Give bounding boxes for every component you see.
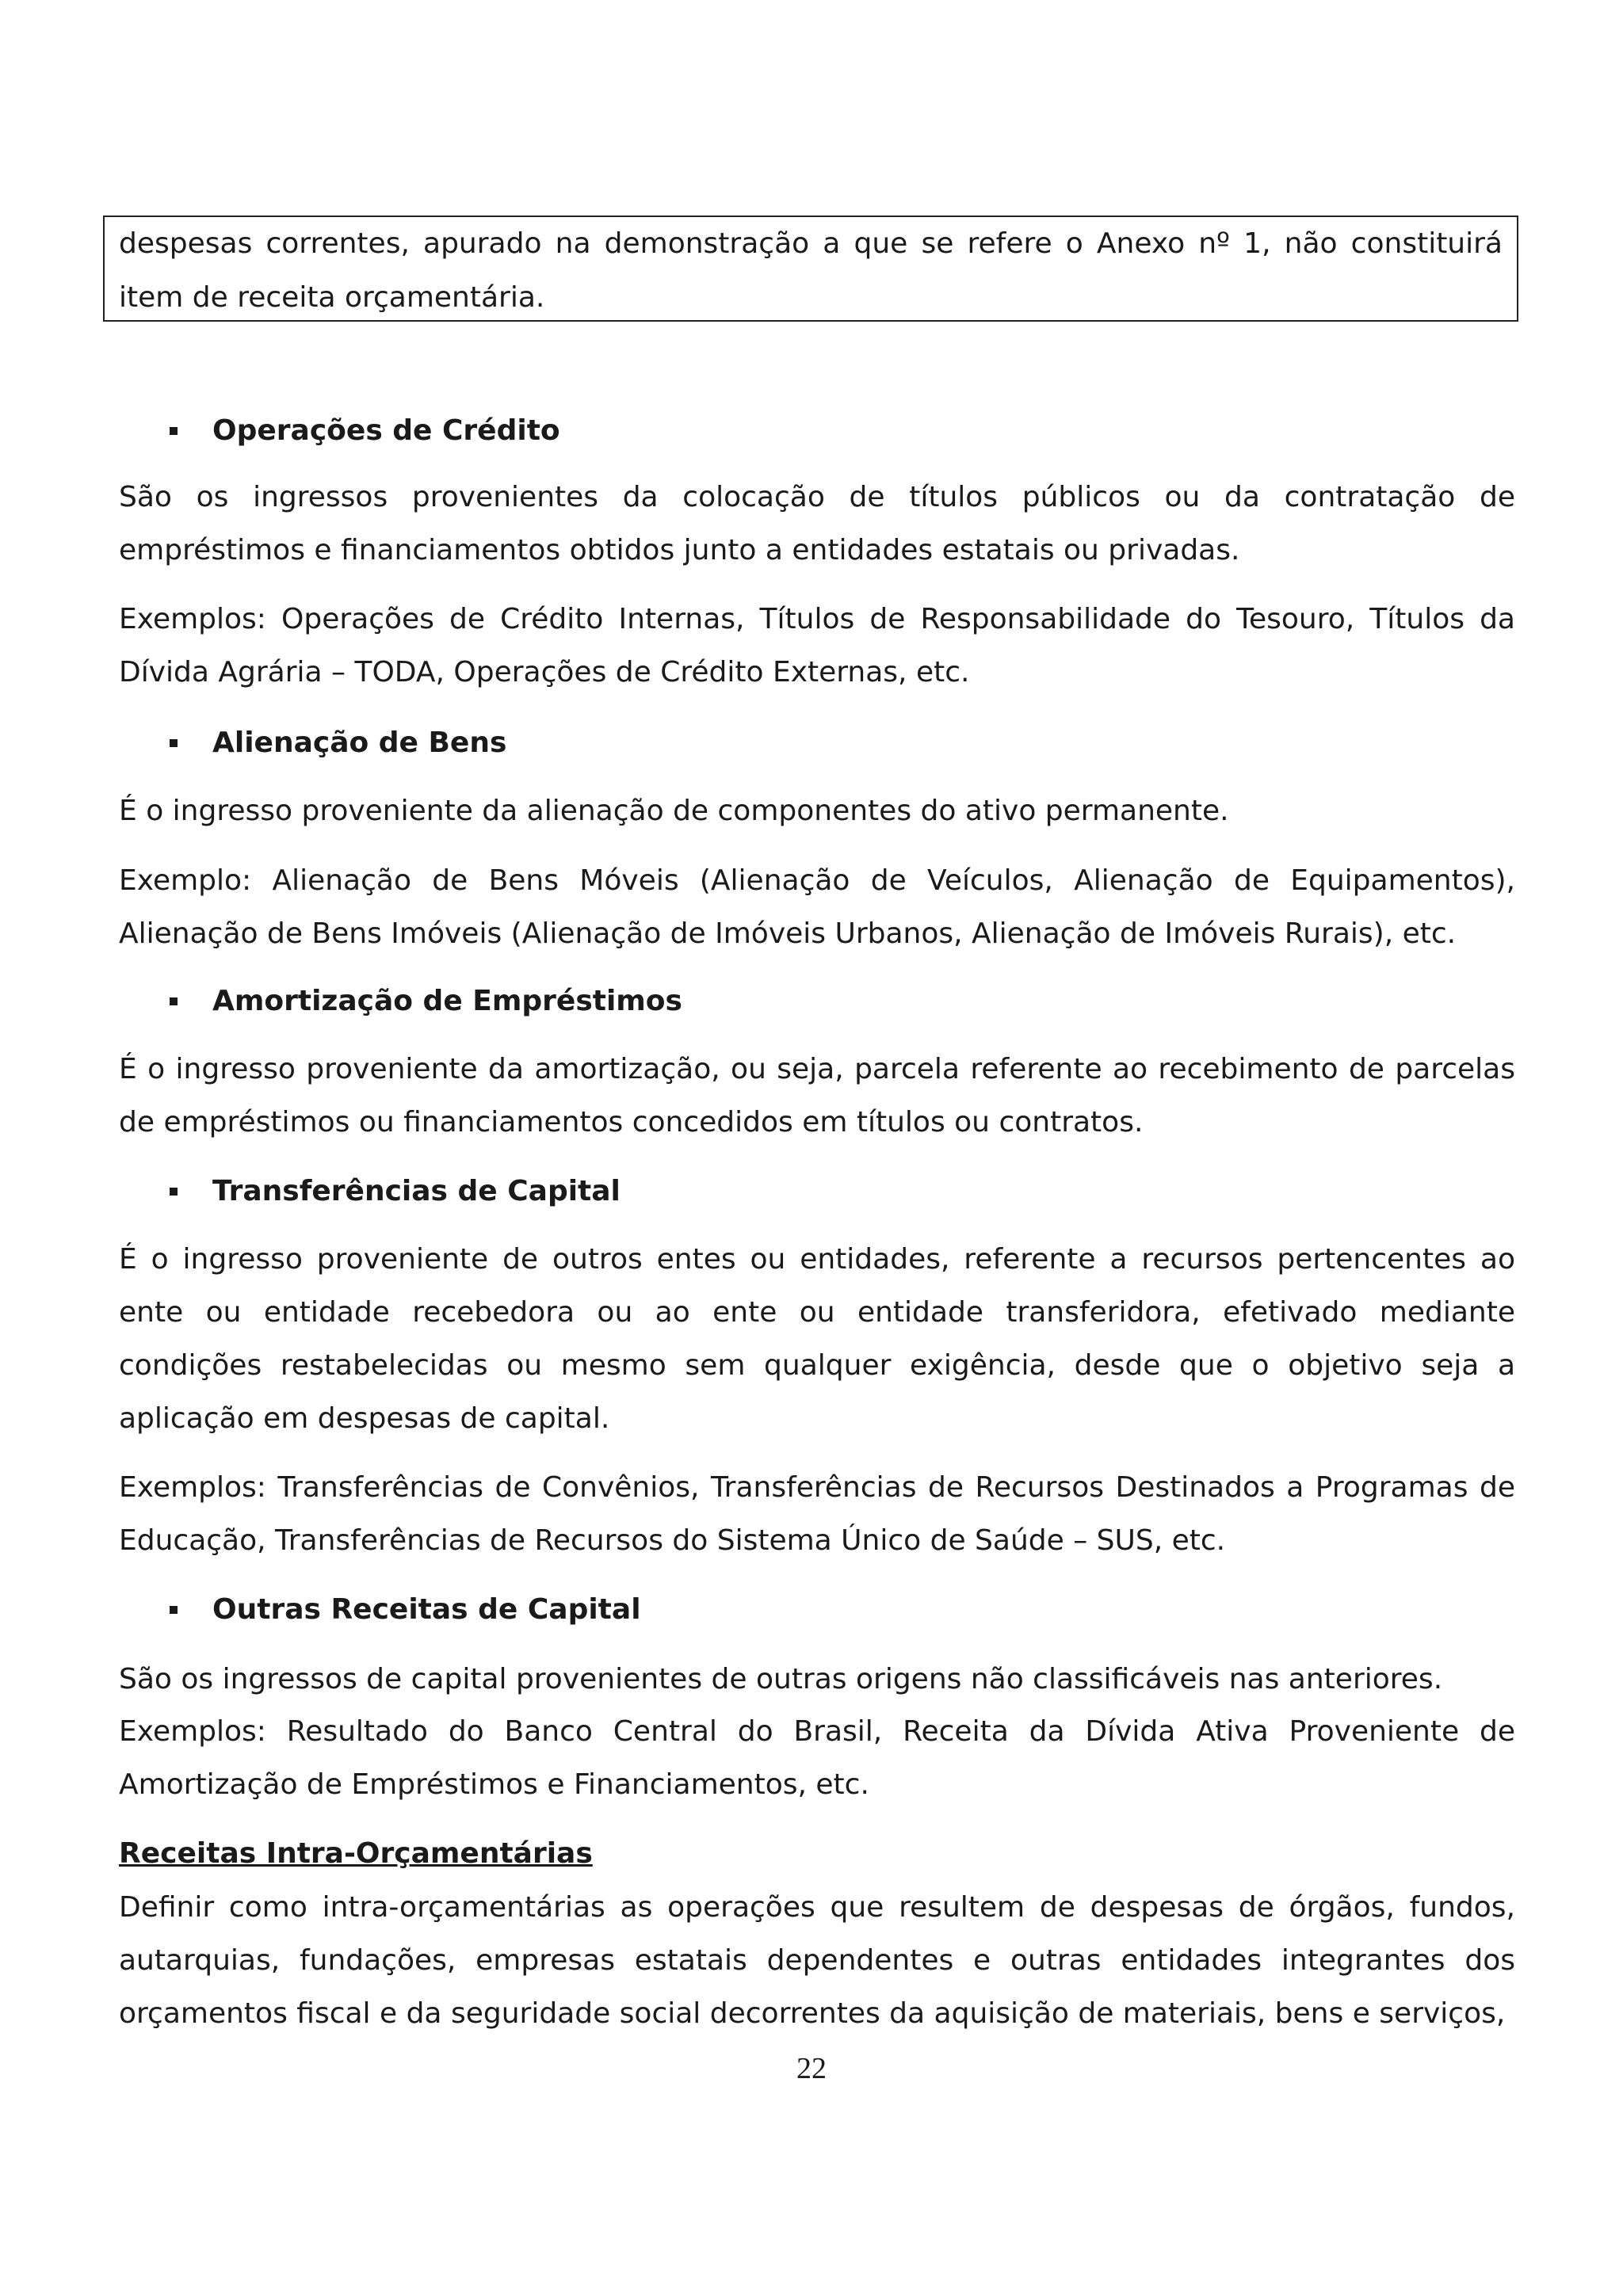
paragraph: É o ingresso proveniente da amortização, ou seja, parcela referente ao recebimento de parcelas de empréstimos ou financiamentos concedidos em títulos ou contratos. [119,1053,1515,1138]
intra-section-title: Receitas Intra-Orçamentárias [119,1837,593,1870]
section-body [119,1461,1515,1567]
bullet-icon [170,1606,178,1614]
section-heading [119,1594,1515,1626]
paragraph: São os ingressos provenientes da colocação de títulos públicos ou da contratação de empréstimos e financiamentos obtidos junto a entidades estatais ou privadas. [119,481,1515,566]
section-operacoes-credito [119,415,1515,447]
boxed-note-text: despesas correntes, apurado na demonstração a que se refere o Anexo nº 1, não constituirá item de receita orçamentária. [119,227,1503,314]
section-body [119,784,1515,837]
section-heading-text: Alienação de Bens [212,727,507,759]
section-heading [119,727,1515,759]
section-body [119,471,1515,577]
section-body [119,593,1515,699]
paragraph: Exemplos: Resultado do Banco Central do Brasil, Receita da Dívida Ativa Proveniente de Amortização de Empréstimos e Financiamentos, etc. [119,1715,1515,1801]
section-body [119,1043,1515,1149]
section-heading-text: Outras Receitas de Capital [212,1593,641,1626]
bullet-icon [170,427,178,435]
section-heading-text: Transferências de Capital [212,1175,621,1207]
paragraph: São os ingressos de capital provenientes de outras origens não classificáveis nas anteriores. [119,1663,1443,1695]
intra-section-body [119,1881,1515,2040]
section-transferencias-capital [119,1176,1515,1207]
paragraph: Exemplos: Operações de Crédito Internas, Títulos de Responsabilidade do Tesouro, Títulos da Dívida Agrária – TODA, Operações de Crédito Externas, etc. [119,603,1515,688]
section-heading [119,986,1515,1017]
section-heading [119,1176,1515,1207]
bullet-icon [170,1188,178,1196]
section-outras-receitas [119,1594,1515,1626]
paragraph: Exemplo: Alienação de Bens Móveis (Alienação de Veículos, Alienação de Equipamentos), Alienação de Bens Imóveis (Alienação de Imóveis Urbanos, Alienação de Imóveis Rurais), etc. [119,864,1515,950]
paragraph: Definir como intra-orçamentárias as operações que resultem de despesas de órgãos, fundos, autarquias, fundações, empresas estatais dependentes e outras entidades integrantes dos orçamentos fiscal e da seguridade social decorrentes da aquisição de materiais, bens e serviços, [119,1891,1515,2030]
section-heading-text: Operações de Crédito [212,414,560,447]
section-amortizacao [119,986,1515,1017]
section-body [119,1233,1515,1445]
section-body [119,854,1515,960]
intra-section [119,1838,1515,1870]
page-number: 22 [796,2052,827,2085]
section-heading-text: Amortização de Empréstimos [212,985,682,1017]
bullet-icon [170,739,178,747]
boxed-note [103,215,1518,322]
paragraph: É o ingresso proveniente de outros entes ou entidades, referente a recursos pertencentes ao ente ou entidade recebedora ou ao ente ou entidade transferidora, efetivado mediante condições restabelecidas ou mesmo sem qualquer exigência, desde que o objetivo seja a aplicação em despesas de capital. [119,1243,1515,1435]
section-alienacao-bens [119,727,1515,759]
section-body [119,1653,1515,1706]
paragraph: É o ingresso proveniente da alienação de componentes do ativo permanente. [119,795,1229,827]
bullet-icon [170,997,178,1005]
paragraph: Exemplos: Transferências de Convênios, Transferências de Recursos Destinados a Programas de Educação, Transferências de Recursos do Sistema Único de Saúde – SUS, etc. [119,1471,1515,1557]
section-heading [119,415,1515,447]
section-body [119,1705,1515,1811]
